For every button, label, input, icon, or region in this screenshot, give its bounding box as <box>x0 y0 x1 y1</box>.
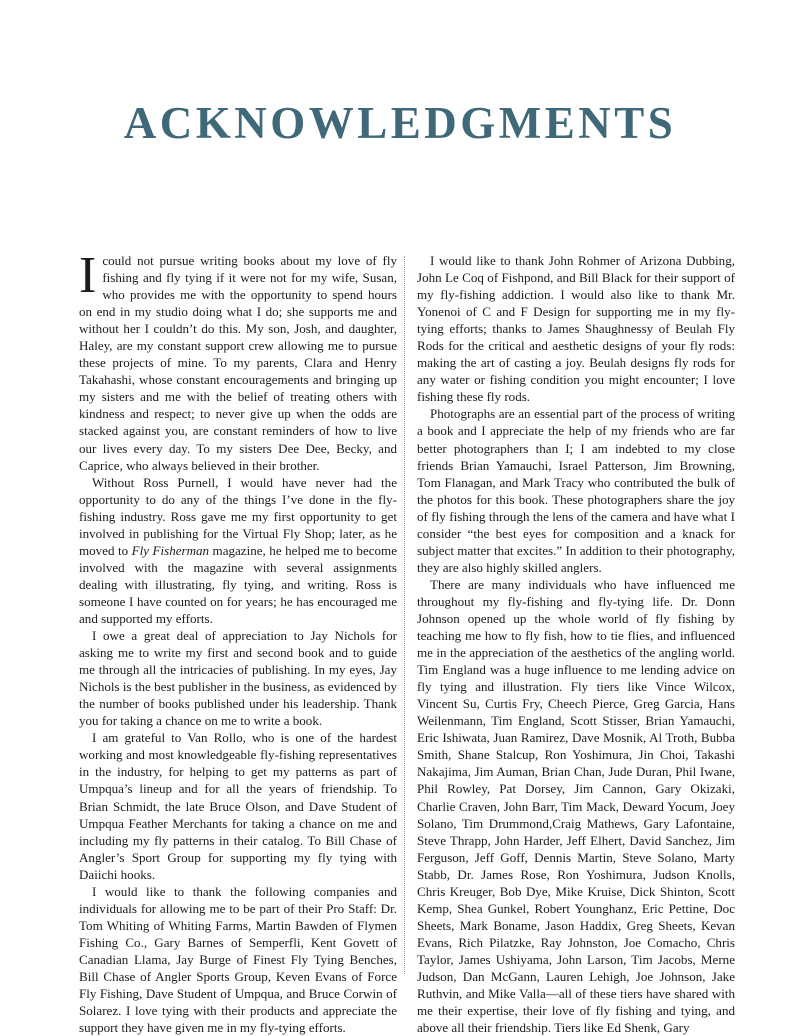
paragraph: I am grateful to Van Rollo, who is one of the hardest working and most knowledgeable fly-fishing representatives in the industry, for helping to get my patterns as part of Umpqua’s lineup and for all the years of friendship. To Brian Schmidt, the late Bruce Olson, and Dave Student of Umpqua Feather Merchants for taking a chance on me and including my fly patterns in their catalog. To Bill Chase of Angler’s Sport Group for supporting my fly tying with Daiichi hooks. <box>79 730 397 882</box>
paragraph <box>79 247 397 474</box>
right-column <box>417 252 735 1036</box>
magazine-title: Fly Fisherman <box>131 542 210 558</box>
column-divider <box>404 256 405 974</box>
drop-cap: I <box>79 247 97 304</box>
paragraph-text: magazine, he helped me to become involved with the magazine with several assignments dealing with illustrating, fly tying, and writing. Ross is someone I have counted on for years; he has encouraged me and supported my efforts. <box>79 542 397 626</box>
paragraph: I would like to thank the following companies and individuals for allowing me to be part of their Pro Staff: Dr. Tom Whiting of Whiting Farms, Martin Bawden of Flymen Fishing Co., Gary Barnes of Semperfli, Kent Govett of Canadian Llama, Jay Burge of Finest Fly Tying Benches, Bill Chase of Angler Sports Group, Keven Evans of Force Fly Fishing, Dave Student of Umpqua, and Bruce Corwin of Solarez. I love tying with their products and appreciate the support they have given me in my fly-tying efforts. <box>79 883 397 1036</box>
paragraph: Photographs are an essential part of the process of writing a book and I appreciate the help of my friends who are far better photographers than I; I am indebted to my close friends Brian Yamauchi, Israel Patterson, Jim Browning, Tom Flanagan, and Mark Tracy who contributed the bulk of the photos for this book. These photographers share the joy of fly fishing through the lens of the camera and have what I consider “the best eyes for composition and a knack for subject matter that excites.” In addition to their photography, they are also highly skilled anglers. <box>417 406 735 575</box>
paragraph: I owe a great deal of appreciation to Jay Nichols for asking me to write my first and second book and to guide me through all the intricacies of publishing. In my eyes, Jay Nichols is the best publisher in the business, as evidenced by the number of books published under his leadership. Thank you for taking a chance on me to write a book. <box>79 628 397 729</box>
paragraph: I would like to thank John Rohmer of Arizona Dubbing, John Le Coq of Fishpond, and Bill Black for their support of my fly-fishing addiction. I would also like to thank Mr. Yonenoi of C and F Design for supporting me in my fly-tying efforts; thanks to James Shaughnessy of Beulah Fly Rods for the critical and aesthetic designs of your fly rods: making the art of casting a joy. Beulah designs fly rods for any water or fishing condition you might encounter; I love fishing these fly rods. <box>417 253 735 405</box>
left-column <box>79 247 397 1036</box>
paragraph-text: Without Ross Purnell, I would have never had the opportunity to do any of the things I’ve done in the fly-fishing industry. Ross gave me my first opportunity to get involved in publishing for the Virtual Fly Shop; later, as he moved to <box>79 474 397 558</box>
paragraph <box>79 474 397 627</box>
paragraph-text: could not pursue writing books about my love of fly fishing and fly tying if it were not for my wife, Susan, who provides me with the opportunity to spend hours on end in my studio doing what I do; she supports me and without her I couldn’t do this. My son, Josh, and daughter, Haley, are my constant support crew allowing me to pursue these projects of mine. To my parents, Clara and Henry Takahashi, whose constant encouragements and bringing up my sisters and me with the belief of treating others with kindness and respect; to never give up when the odds are stacked against you, are constant reminders of how to live our lives every day. To my sisters Dee Dee, Becky, and Caprice, who always believed in their brother. <box>79 253 397 473</box>
paragraph: There are many individuals who have influenced me throughout my fly-fishing and fly-tying life. Dr. Donn Johnson opened up the whole world of fly fishing by teaching me how to fly fish, how to tie flies, and influenced me in the appreciation of the aesthetics of the angling world. Tim England was a huge influence to me lending advice on fly tying and illustration. Fly tiers like Vince Wilcox, Vincent Su, Curtis Fry, Cheech Pierce, Greg Garcia, Hans Weilenmann, Tim England, Scott Stisser, Brian Yamauchi, Eric Ishiwata, Juan Ramirez, Dave Mosnik, Al Troth, Bubba Smith, Shane Stalcup, Ron Yoshimura, Jin Choi, Takashi Nakajima, Jim Auman, Brian Chan, Jude Duran, Phil Iwane, Phil Rowley, Pat Dorsey, Jim Cannon, Gary Okizaki, Charlie Craven, John Barr, Tim Mack, Deward Yocum, Joey Solano, Tim Drummond,Craig Mathews, Gary Lafontaine, Steve Thrapp, John Harder, Jeff Elhert, David Sanchez, Jim Ferguson, Jeff Goff, Dennis Martin, Steve Solano, Marty Stabb, Dr. James Rose, Ron Yoshimura, Judson Knolls, Chris Kreuger, Bob Dye, Mike Kruise, Dick Shinton, Scott Kemp, Shea Gunkel, Robert Younghanz, Eric Pettine, Doc Sheets, Mark Boname, Jason Haddix, Greg Sheets, Kevan Evans, Rich Pilatzke, Ray Johnston, Joe Comacho, Chris Taylor, James Ushiyama, John Larson, Tim Jacobs, Merne Judson, Dan McGann, Lauren Lehigh, Joe Johnson, Jake Ruthvin, and Mike Valla—all of these tiers have shared with me their expertise, their love of fly fishing and tying, and above all their friendship. Tiers like Ed Shenk, Gary <box>417 576 735 1036</box>
page-title: ACKNOWLEDGMENTS <box>123 98 677 148</box>
